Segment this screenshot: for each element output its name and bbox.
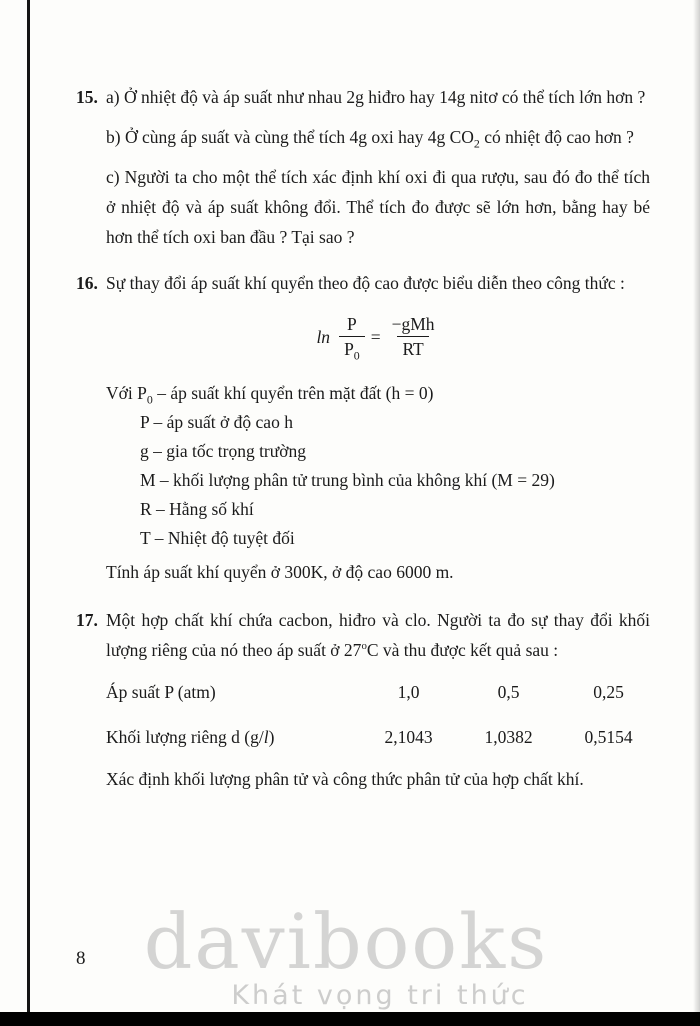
problem-15-part-b-text-2: có nhiệt độ cao hơn ?	[479, 127, 634, 147]
page-edge-left	[27, 0, 30, 1026]
problem-15-part-c	[106, 162, 650, 252]
degree-superscript: o	[361, 640, 367, 653]
problem-17-intro-text-1: Một hợp chất khí chứa cacbon, hiđro và clo. Người ta đo sự thay đổi khối lượng riêng của nó theo áp suất ở 27	[106, 610, 650, 660]
page-content	[76, 82, 650, 794]
problem-17-task: Xác định khối lượng phân tử và công thức phân tử của hợp chất khí.	[106, 769, 584, 789]
problem-16-task: Tính áp suất khí quyển ở 300K, ở độ cao 6000 m.	[106, 562, 454, 582]
problem-16-intro-text: Sự thay đổi áp suất khí quyển theo độ cao được biểu diễn theo công thức :	[106, 273, 625, 293]
variable-definition-m: M – khối lượng phân tử trung bình của không khí (M = 29)	[140, 470, 555, 490]
fraction-numerator-p: P	[347, 314, 357, 334]
problem-15-part-c-text: c) Người ta cho một thể tích xác định khí oxi đi qua rượu, sau đó đo thể tích ở nhiệt độ và áp suất không đổi. Thể tích đo được sẽ lớn hơn, bằng hay bé hơn thể tích oxi ban đầu ? Tại sao ?	[106, 167, 650, 247]
table-cell: 1,0	[397, 682, 420, 702]
table-row-density	[106, 722, 650, 752]
barometric-formula	[106, 308, 650, 366]
problem-16-intro	[106, 268, 650, 298]
pressure-density-table	[106, 677, 650, 752]
problem-17-intro-text-2: C và thu được kết quả sau :	[366, 640, 559, 660]
watermark-slogan: Khát vọng tri thức	[231, 980, 529, 1011]
formula-equals: =	[370, 327, 381, 347]
table-label-pressure: Áp suất P (atm)	[106, 682, 216, 702]
p0-subscript: 0	[353, 348, 360, 363]
problem-16-number: 16.	[76, 273, 98, 293]
problem-15-number: 15.	[76, 87, 98, 107]
variable-definition-p: P – áp suất ở độ cao h	[140, 412, 293, 432]
watermark-davibooks: davibooks	[143, 897, 549, 986]
page-number: 8	[76, 948, 86, 969]
table-cell: 0,25	[593, 682, 624, 702]
formula-ln: ln	[316, 327, 331, 347]
variable-definition-r: R – Hằng số khí	[140, 499, 254, 519]
page-edge-right	[693, 0, 700, 1026]
variable-definition-p0: Với $P_0$ – áp suất khí quyển trên mặt đất (h = 0)	[106, 383, 434, 407]
problem-15	[76, 82, 650, 252]
fraction-denominator-p0: $P_0$	[339, 336, 365, 362]
liter-symbol: l	[263, 727, 269, 747]
fraction-p-over-p0	[339, 312, 365, 362]
page-edge-bottom	[0, 1012, 700, 1026]
table-label-density: Khối lượng riêng d (g/l)	[106, 727, 275, 747]
problem-15-part-b	[106, 122, 650, 152]
problem-17	[76, 605, 650, 794]
fraction-gmh-over-rt	[387, 312, 440, 362]
variable-definitions	[140, 408, 650, 553]
variable-definition-g: g – gia tốc trọng trường	[140, 441, 307, 461]
problem-17-intro	[106, 605, 650, 665]
p0-subscript-2: 0	[146, 392, 153, 407]
problem-16	[76, 268, 650, 587]
fraction-denominator-rt: RT	[397, 336, 428, 362]
variable-definition-t: T – Nhiệt độ tuyệt đối	[140, 528, 295, 548]
watermark	[0, 897, 700, 1012]
table-cell: 2,1043	[384, 727, 433, 747]
problem-15-part-b-text-1: b) Ở cùng áp suất và cùng thể tích 4g oxi hay 4g CO	[106, 127, 474, 147]
table-cell: 0,5	[497, 682, 520, 702]
problem-15-part-a-text: a) Ở nhiệt độ và áp suất như nhau 2g hiđro hay 14g nitơ có thể tích lớn hơn ?	[106, 87, 646, 107]
table-row-pressure	[106, 677, 650, 707]
table-cell: 0,5154	[584, 727, 633, 747]
problem-17-number: 17.	[76, 610, 98, 630]
problem-15-part-a	[106, 82, 650, 112]
co2-subscript: 2	[473, 136, 480, 151]
table-cell: 1,0382	[484, 727, 533, 747]
fraction-numerator-gmh: −gMh	[391, 314, 435, 334]
